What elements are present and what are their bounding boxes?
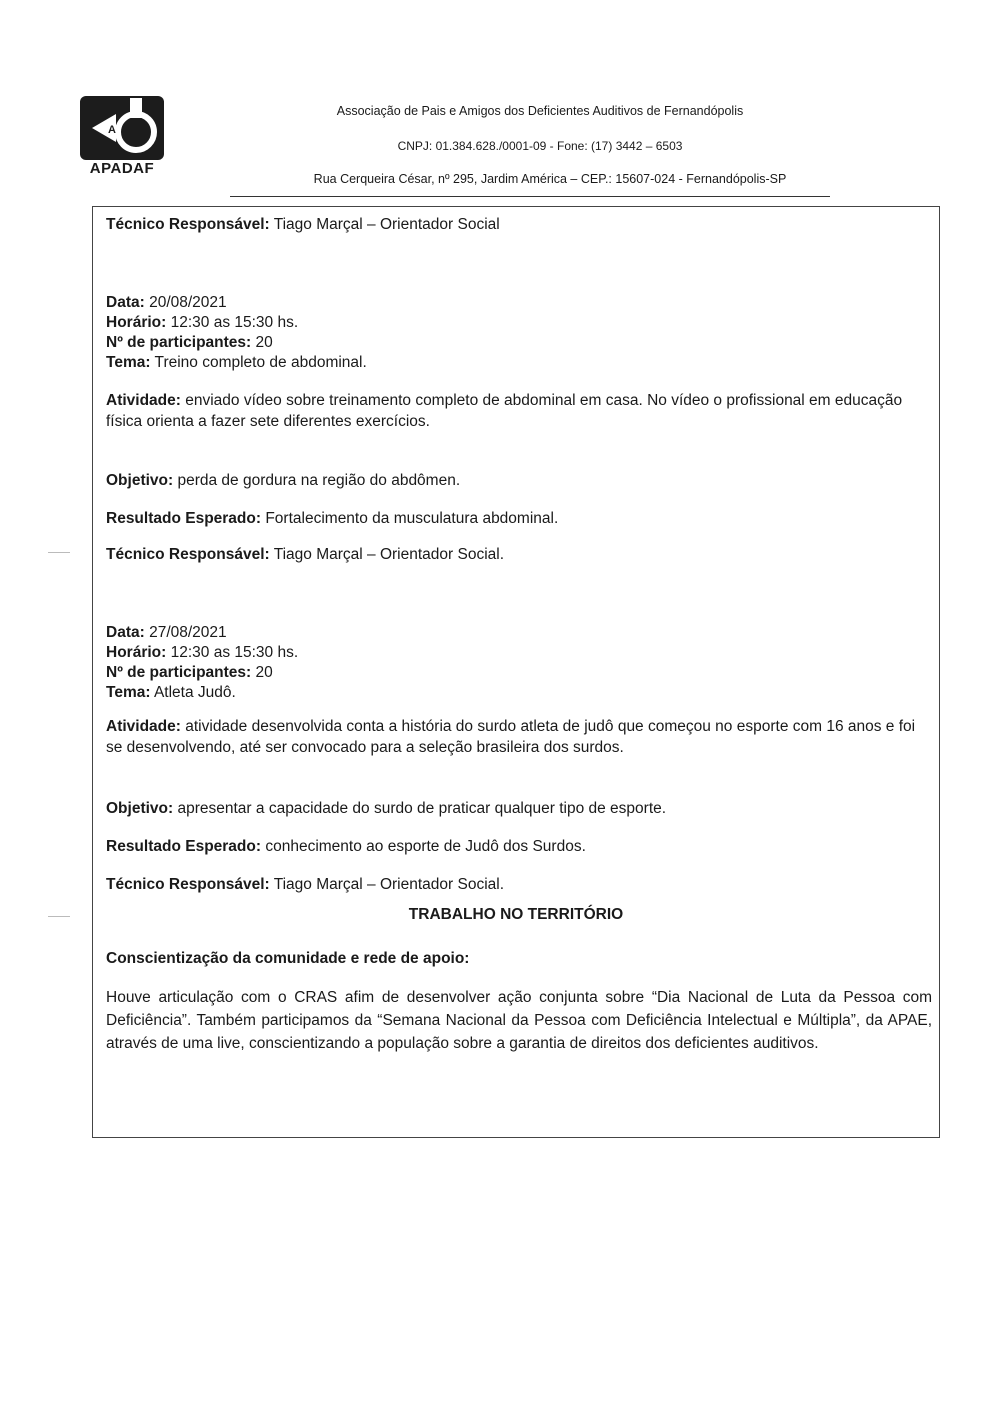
tecnico-value: Tiago Marçal – Orientador Social. [273, 546, 505, 563]
participantes-label: Nº de participantes: [106, 664, 252, 681]
entry-1-objetivo [106, 470, 932, 491]
header-rule [230, 196, 830, 197]
logo-text: APADAF [89, 160, 155, 177]
entry-1-tema [106, 352, 932, 373]
entry-1-atividade [106, 390, 932, 432]
section-subtitle: Conscientização da comunidade e rede de apoio: [106, 950, 470, 967]
tema-value: Atleta Judô. [153, 684, 236, 701]
svg-text:A: A [108, 124, 116, 136]
tecnico-value: Tiago Marçal – Orientador Social [273, 216, 500, 233]
horario-value: 12:30 as 15:30 hs. [170, 644, 299, 661]
cnpj-phone: CNPJ: 01.384.628./0001-09 - Fone: (17) 3442 – 6503 [397, 139, 683, 153]
data-value: 20/08/2021 [149, 294, 227, 311]
entry-2-horario [106, 642, 932, 663]
entry-1-tecnico [106, 544, 932, 565]
tema-label: Tema: [106, 354, 151, 371]
resultado-value: Fortalecimento da musculatura abdominal. [265, 510, 559, 527]
address: Rua Cerqueira César, nº 295, Jardim América – CEP.: 15607-024 - Fernandópolis-SP [313, 172, 787, 186]
scan-mark [48, 916, 70, 917]
horario-label: Horário: [106, 314, 167, 331]
tecnico-label: Técnico Responsável: [106, 546, 270, 563]
atividade-value: enviado vídeo sobre treinamento completo de abdominal em casa. No vídeo o profissional em educação física orienta a fazer sete diferentes exercícios. [106, 392, 903, 430]
atividade-label: Atividade: [106, 718, 181, 735]
top-tecnico [106, 214, 932, 235]
section-text: Houve articulação com o CRAS afim de desenvolver ação conjunta sobre “Dia Nacional de Luta da Pessoa com Deficiência”. Também participamos da “Semana Nacional da Pessoa com Deficiência Intelectual e Múltipla”, da APAE, através de uma live, conscientizando a população sobre a garantia de direitos dos deficientes auditivos. [106, 989, 932, 1052]
tecnico-label: Técnico Responsável: [106, 876, 270, 893]
resultado-label: Resultado Esperado: [106, 510, 262, 527]
data-label: Data: [106, 624, 145, 641]
participantes-value: 20 [255, 334, 273, 351]
data-label: Data: [106, 294, 145, 311]
section-title: TRABALHO NO TERRITÓRIO [408, 906, 624, 923]
entry-2-objetivo [106, 798, 932, 819]
entry-2-tema [106, 682, 932, 703]
apadaf-logo [76, 96, 168, 178]
objetivo-label: Objetivo: [106, 472, 174, 489]
entry-2-participantes [106, 662, 932, 683]
tema-label: Tema: [106, 684, 151, 701]
resultado-label: Resultado Esperado: [106, 838, 262, 855]
atividade-label: Atividade: [106, 392, 181, 409]
entry-1-resultado [106, 508, 932, 529]
entry-2-atividade [106, 716, 932, 758]
resultado-value: conhecimento ao esporte de Judô dos Surdos. [265, 838, 586, 855]
objetivo-value: perda de gordura na região do abdômen. [177, 472, 461, 489]
objetivo-value: apresentar a capacidade do surdo de praticar qualquer tipo de esporte. [177, 800, 667, 817]
tema-value: Treino completo de abdominal. [154, 354, 367, 371]
objetivo-label: Objetivo: [106, 800, 174, 817]
entry-2-tecnico [106, 874, 932, 895]
entry-1-participantes [106, 332, 932, 353]
entry-1-data [106, 292, 932, 313]
horario-label: Horário: [106, 644, 167, 661]
entry-1-horario [106, 312, 932, 333]
tecnico-value: Tiago Marçal – Orientador Social. [273, 876, 505, 893]
data-value: 27/08/2021 [149, 624, 227, 641]
scan-mark [48, 552, 70, 553]
logo-emblem [80, 96, 164, 160]
entry-2-data [106, 622, 932, 643]
atividade-value: atividade desenvolvida conta a história do surdo atleta de judô que começou no esporte com 16 anos e foi se desenvolvendo, até ser convocado para a seleção brasileira dos surdos. [106, 718, 916, 756]
horario-value: 12:30 as 15:30 hs. [170, 314, 299, 331]
participantes-label: Nº de participantes: [106, 334, 252, 351]
ear-emblem-icon [80, 96, 164, 160]
entry-2-resultado [106, 836, 932, 857]
org-name: Associação de Pais e Amigos dos Deficientes Auditivos de Fernandópolis [336, 104, 744, 118]
tecnico-label: Técnico Responsável: [106, 216, 270, 233]
participantes-value: 20 [255, 664, 273, 681]
